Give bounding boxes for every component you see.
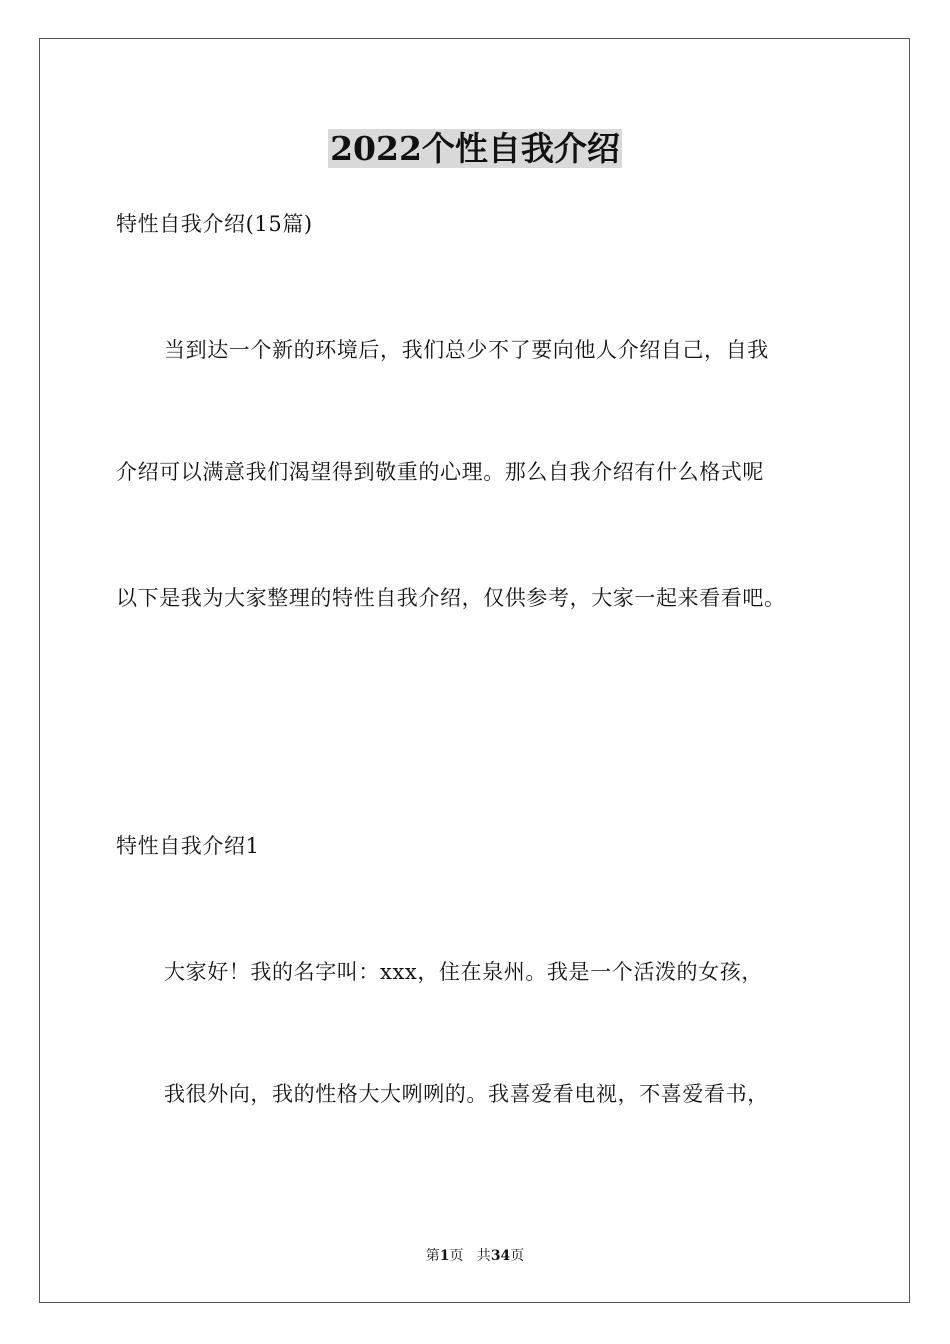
document-title	[0, 124, 950, 174]
intro-line-2: 介绍可以满意我们渴望得到敬重的心理。那么自我介绍有什么格式呢	[116, 460, 764, 484]
section-line-2: 我很外向，我的性格大大咧咧的。我喜爱看电视，不喜爱看书，	[164, 1082, 769, 1106]
footer-page-mid: 页 共	[449, 1248, 491, 1264]
footer-page-total: 34	[490, 1248, 511, 1264]
section-heading: 特性自我介绍1	[116, 834, 260, 858]
footer-page-suffix: 页	[510, 1248, 525, 1264]
document-title-text: 2022个性自我介绍	[330, 129, 620, 168]
document-subtitle: 特性自我介绍(15篇)	[116, 212, 313, 236]
section-line-1: 大家好！我的名字叫：xxx，住在泉州。我是一个活泼的女孩，	[164, 960, 763, 984]
intro-line-3: 以下是我为大家整理的特性自我介绍，仅供参考，大家一起来看看吧。	[116, 586, 786, 610]
page-footer	[0, 1246, 950, 1266]
footer-page-prefix: 第	[425, 1248, 440, 1264]
intro-line-1: 当到达一个新的环境后，我们总少不了要向他人介绍自己，自我	[164, 338, 769, 362]
footer-page-current: 1	[439, 1248, 450, 1264]
